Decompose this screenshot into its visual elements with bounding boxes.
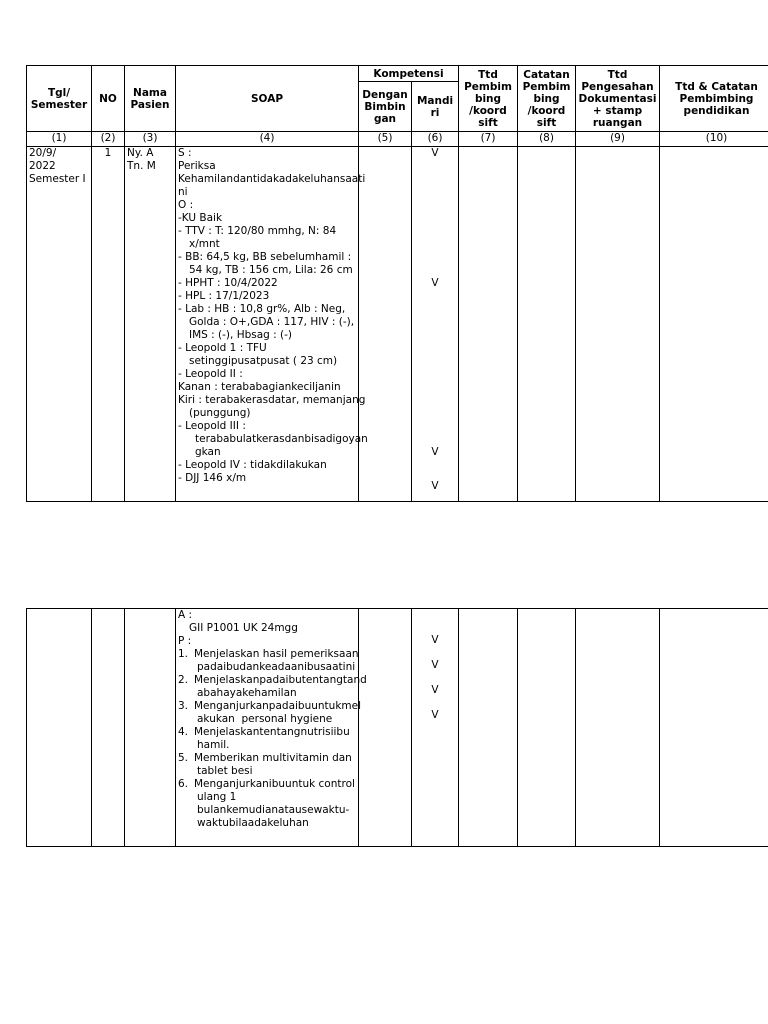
plan-item-line: Menganjurkanibuuntuk control	[194, 778, 355, 790]
ttd-catatan-pendidikan-cell	[660, 147, 768, 502]
soap-line: x/mnt	[189, 238, 220, 250]
soap-line: - Leopold III :	[178, 420, 246, 432]
check-mark: V	[431, 684, 439, 696]
soap-line: -KU Baik	[178, 212, 223, 224]
plan-item-line: akukan personal hygiene	[197, 713, 333, 725]
tgl-cell	[27, 609, 92, 847]
table-row	[27, 609, 768, 847]
soap-line: IMS : (-), Hbsag : (-)	[189, 329, 293, 341]
plan-item-line: Memberikan multivitamin dan	[194, 752, 352, 764]
soap-line: - TTV : T: 120/80 mmhg, N: 84	[178, 225, 337, 237]
plan-item	[178, 752, 356, 778]
soap-table-page-2	[26, 608, 768, 847]
plan-item	[178, 778, 356, 830]
dengan-bimbingan-cell	[359, 147, 412, 502]
header-no: NO	[92, 66, 125, 132]
soap-table-page-1	[26, 65, 768, 502]
column-number: (4)	[176, 132, 359, 147]
header-mandiri: Mandi ri	[412, 82, 459, 132]
no-cell: 1	[92, 147, 125, 502]
soap-line: Golda : O+,GDA : 117, HIV : (-),	[189, 316, 355, 328]
column-number: (6)	[412, 132, 459, 147]
column-number: (8)	[518, 132, 576, 147]
soap-line: - HPHT : 10/4/2022	[178, 277, 278, 289]
plan-item-line: abahayakehamilan	[197, 687, 297, 699]
check-mark: V	[431, 709, 439, 721]
ttd-catatan-pendidikan-cell	[660, 609, 768, 847]
soap-line: - BB: 64,5 kg, BB sebelumhamil :	[178, 251, 352, 263]
plan-item	[178, 648, 359, 674]
header-nama-pasien: Nama Pasien	[125, 66, 176, 132]
plan-item-line: padaibudankeadaanibusaatini	[197, 661, 356, 673]
soap-line: - Leopold II :	[178, 368, 243, 380]
nama-cell	[125, 147, 176, 502]
plan-label: P :	[178, 635, 192, 647]
plan-list	[178, 648, 367, 830]
column-number: (2)	[92, 132, 125, 147]
soap-line: - Lab : HB : 10,8 gr%, Alb : Neg,	[178, 303, 346, 315]
header-catatan-pembimbing: Catatan Pembim bing /koord sift	[518, 66, 576, 132]
soap-line: ni	[178, 186, 188, 198]
column-number: (1)	[27, 132, 92, 147]
column-number: (7)	[459, 132, 518, 147]
plan-item-line: Menjelaskantentangnutrisiibu	[194, 726, 350, 738]
column-number-row	[27, 132, 768, 147]
check-mark: V	[431, 277, 439, 289]
spouse-name: Tn. M	[127, 160, 156, 172]
check-mark: V	[431, 446, 439, 458]
patient-name: Ny. A	[127, 147, 154, 159]
soap-line: Kanan : terababagiankeciljanin	[178, 381, 341, 393]
soap-line: (punggung)	[189, 407, 251, 419]
check-mark: V	[431, 634, 439, 646]
mandiri-cell	[412, 147, 459, 502]
nama-cell	[125, 609, 176, 847]
plan-item-line: Menjelaskan hasil pemeriksaan	[194, 648, 359, 660]
tgl-cell	[27, 147, 92, 502]
header-soap: SOAP	[176, 66, 359, 132]
plan-item-line: waktubilaadakeluhan	[197, 817, 309, 829]
ttd-pengesahan-cell	[576, 147, 660, 502]
ttd-pembimbing-cell	[459, 147, 518, 502]
plan-item-number: 2.	[178, 674, 189, 686]
table-row	[27, 147, 768, 502]
soap-line: - HPL : 17/1/2023	[178, 290, 270, 302]
mandiri-cell	[412, 609, 459, 847]
header-tgl-semester: Tgl/ Semester	[27, 66, 92, 132]
plan-item-number: 3.	[178, 700, 189, 712]
semester-line: Semester I	[29, 173, 86, 185]
soap-line: - Leopold 1 : TFU	[178, 342, 267, 354]
check-mark: V	[431, 147, 439, 159]
plan-item	[178, 700, 362, 726]
plan-item-number: 6.	[178, 778, 189, 790]
header-ttd-pembimbing: Ttd Pembim bing /koord sift	[459, 66, 518, 132]
plan-item	[178, 726, 356, 752]
header-dengan-bimbingan: Dengan Bimbin gan	[359, 82, 412, 132]
plan-item-line: bulankemudianatausewaktu-	[197, 804, 350, 816]
plan-item-line: tablet besi	[197, 765, 253, 777]
soap-line: S :	[178, 147, 192, 159]
soap-line: gkan	[195, 446, 221, 458]
soap-line: terababulatkerasdanbisadigoyan	[195, 433, 368, 445]
soap-line: Kiri : terabakerasdatar, memanjang	[178, 394, 366, 406]
plan-item-line: Menjelaskanpadaibutentangtand	[194, 674, 367, 686]
column-number: (5)	[359, 132, 412, 147]
column-number: (10)	[660, 132, 768, 147]
plan-item-number: 5.	[178, 752, 189, 764]
soap-cell	[176, 609, 367, 847]
header-ttd-catatan-pendidikan: Ttd & Catatan Pembimbing pendidikan	[660, 66, 768, 132]
date-line: 20/9/	[29, 147, 57, 159]
soap-line: Periksa	[178, 160, 216, 172]
column-number: (9)	[576, 132, 660, 147]
soap-line: Kehamilandantidakadakeluhansaati	[178, 173, 366, 185]
soap-line: O :	[178, 199, 194, 211]
plan-item-number: 4.	[178, 726, 189, 738]
plan-item	[178, 674, 367, 700]
soap-cell	[176, 147, 368, 502]
plan-item-number: 1.	[178, 648, 189, 660]
ttd-pengesahan-cell	[576, 609, 660, 847]
check-mark: V	[431, 480, 439, 492]
plan-item-line: Menganjurkanpadaibuuntukmel	[194, 700, 362, 712]
check-mark: V	[431, 659, 439, 671]
plan-item-line: hamil.	[197, 739, 230, 751]
header-ttd-pengesahan: Ttd Pengesahan Dokumentasi + stamp ruangan	[576, 66, 660, 132]
column-number: (3)	[125, 132, 176, 147]
ttd-pembimbing-cell	[459, 609, 518, 847]
assessment-value: GII P1001 UK 24mgg	[189, 622, 298, 634]
assessment-label: A :	[178, 609, 193, 621]
plan-item-line: ulang 1	[197, 791, 237, 803]
header-kompetensi: Kompetensi	[359, 66, 459, 82]
no-cell	[92, 609, 125, 847]
catatan-pembimbing-cell	[518, 609, 576, 847]
soap-line: 54 kg, TB : 156 cm, Lila: 26 cm	[189, 264, 353, 276]
catatan-pembimbing-cell	[518, 147, 576, 502]
soap-line: setinggipusatpusat ( 23 cm)	[189, 355, 338, 367]
soap-line: - DJJ 146 x/m	[178, 472, 247, 484]
soap-line: - Leopold IV : tidakdilakukan	[178, 459, 327, 471]
dengan-bimbingan-cell	[359, 609, 412, 847]
year-line: 2022	[29, 160, 56, 172]
